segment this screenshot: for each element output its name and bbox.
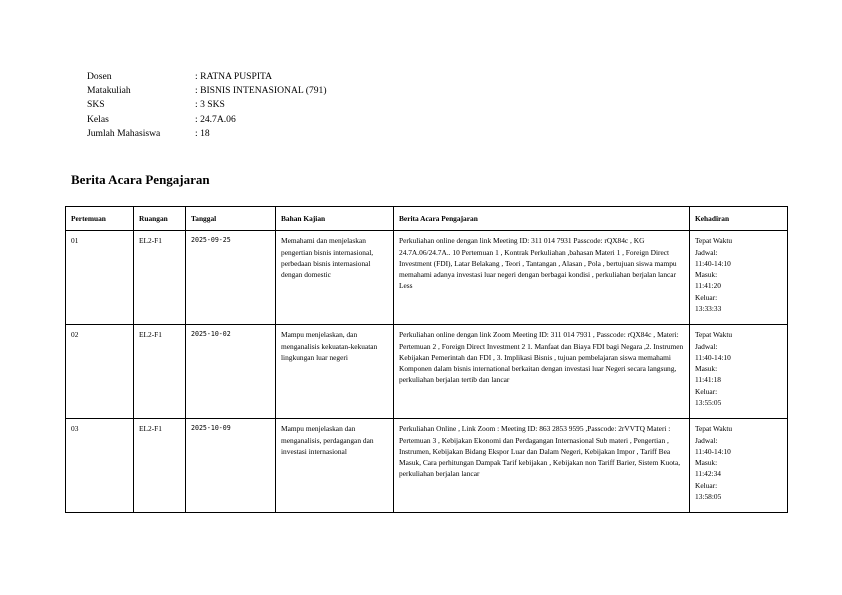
cell-berita-acara: Perkuliahan online dengan link Meeting ID: 311 014 7931 Passcode: rQX84c , KG 24.7A.06/24.7A.. 10 Pertemuan 1 , Kontrak Perkuliahan ,bahasan Materi 1 , Foreign Direct Investment (FDI), Latar Belakang , Teori , Tantangan , Alasan , Pola , bertujuan siswa mampu memahami adanya investasi luar negeri dengan berbagai kondisi , perkuliahan berjalan lancar Less [394, 231, 690, 325]
cell-bahan-kajian: Memahami dan menjelaskan pengertian bisnis internasional, perbedaan bisnis internasional dengan domestic [276, 231, 394, 325]
info-label: Jumlah Mahasiswa [87, 127, 161, 139]
cell-bahan-kajian: Mampu menjelaskan dan menganalisis, perdagangan dan investasi internasional [276, 419, 394, 513]
cell-tanggal: 2025-10-09 [186, 419, 276, 513]
kehadiran-jadwal: 11:40-14:10 [695, 258, 731, 268]
kehadiran-status: Tepat Waktu [695, 236, 733, 246]
info-row-kelas [87, 113, 327, 127]
kehadiran-jadwal-label: Jadwal: [695, 341, 718, 351]
cell-ruangan: EL2-F1 [134, 419, 186, 513]
cell-bahan-kajian: Mampu menjelaskan, dan menganalisis kekuatan-kekuatan lingkungan luar negeri [276, 325, 394, 419]
kehadiran-masuk-label: Masuk: [695, 270, 718, 280]
header-ruangan: Ruangan [134, 207, 186, 231]
table-row [66, 231, 788, 325]
cell-berita-acara: Perkuliahan online dengan link Zoom Meeting ID: 311 014 7931 , Passcode: rQX84c , Materi: Pertemuan 2 , Foreign Direct Investment 2 1. Manfaat dan Biaya FDI bagi Negara ,2. Instrumen Kebijakan Pemerintah dan FDI , 3. Implikasi Bisnis , tujuan pembelajaran siswa memahami Komponen dalam bisnis international berkaitan dengan investasi luar Negeri secara langsung, perkuliahan berjalan tertib dan lancar [394, 325, 690, 419]
course-info [87, 70, 327, 141]
info-value: : RATNA PUSPITA [195, 71, 273, 82]
cell-ruangan: EL2-F1 [134, 231, 186, 325]
cell-kehadiran [690, 231, 788, 325]
info-row-jumlah-mahasiswa [87, 127, 327, 141]
info-value: : 24.7A.06 [195, 113, 236, 125]
cell-pertemuan: 02 [66, 325, 134, 419]
info-value: : 3 SKS [195, 99, 225, 111]
kehadiran-jadwal-label: Jadwal: [695, 435, 718, 445]
info-label: Dosen [87, 71, 112, 82]
header-pertemuan: Pertemuan [66, 207, 134, 231]
kehadiran-masuk-label: Masuk: [695, 458, 718, 468]
kehadiran-masuk: 11:41:20 [695, 281, 722, 291]
kehadiran-keluar: 13:33:33 [695, 304, 722, 314]
info-value: : BISNIS INTENASIONAL (791) [195, 85, 327, 97]
kehadiran-keluar: 13:58:05 [695, 492, 722, 502]
cell-tanggal: 2025-10-02 [186, 325, 276, 419]
kehadiran-keluar-label: Keluar: [695, 480, 718, 490]
table-header-row [66, 207, 788, 231]
kehadiran-keluar-label: Keluar: [695, 292, 718, 302]
page-title: Berita Acara Pengajaran [71, 172, 210, 187]
cell-berita-acara: Perkuliahan Online , Link Zoom : Meeting ID: 863 2853 9595 ,Passcode: 2rVVTQ Materi : Pertemuan 3 , Kebijakan Ekonomi dan Perdagangan Internasional Sub materi , Pengertian , Instrumen, Kebijakan Bidang Ekspor Luar dan Dalam Negeri, Kebijakan Impor , Tariff Bea Masuk, Cara perhitungan Dampak Tarif kebijakan , Kebijakan non Tariff Barier, Sistem Kuota, perkuliahan berjalan lancar [394, 419, 690, 513]
info-label: SKS [87, 99, 105, 111]
table-row [66, 325, 788, 419]
cell-ruangan: EL2-F1 [134, 325, 186, 419]
header-tanggal: Tanggal [186, 207, 276, 231]
kehadiran-status: Tepat Waktu [695, 330, 733, 340]
info-label: Kelas [87, 113, 109, 125]
header-berita-acara: Berita Acara Pengajaran [394, 207, 690, 231]
kehadiran-keluar-label: Keluar: [695, 386, 718, 396]
info-row-matakuliah [87, 84, 327, 98]
header-kehadiran: Kehadiran [690, 207, 788, 231]
kehadiran-jadwal: 11:40-14:10 [695, 446, 731, 456]
kehadiran-jadwal-label: Jadwal: [695, 247, 718, 257]
kehadiran-masuk: 11:42:34 [695, 469, 722, 479]
kehadiran-status: Tepat Waktu [695, 424, 733, 434]
cell-kehadiran [690, 419, 788, 513]
kehadiran-masuk-label: Masuk: [695, 364, 718, 374]
cell-tanggal: 2025-09-25 [186, 231, 276, 325]
info-row-dosen [87, 70, 327, 84]
cell-kehadiran [690, 325, 788, 419]
cell-pertemuan: 01 [66, 231, 134, 325]
kehadiran-masuk: 11:41:18 [695, 375, 722, 385]
info-label: Matakuliah [87, 85, 131, 97]
kehadiran-keluar: 13:55:05 [695, 398, 722, 408]
cell-pertemuan: 03 [66, 419, 134, 513]
info-row-sks [87, 98, 327, 112]
kehadiran-jadwal: 11:40-14:10 [695, 352, 731, 362]
teaching-record-table [65, 206, 788, 513]
info-value: : 18 [195, 127, 210, 139]
table-row [66, 419, 788, 513]
header-bahan-kajian: Bahan Kajian [276, 207, 394, 231]
